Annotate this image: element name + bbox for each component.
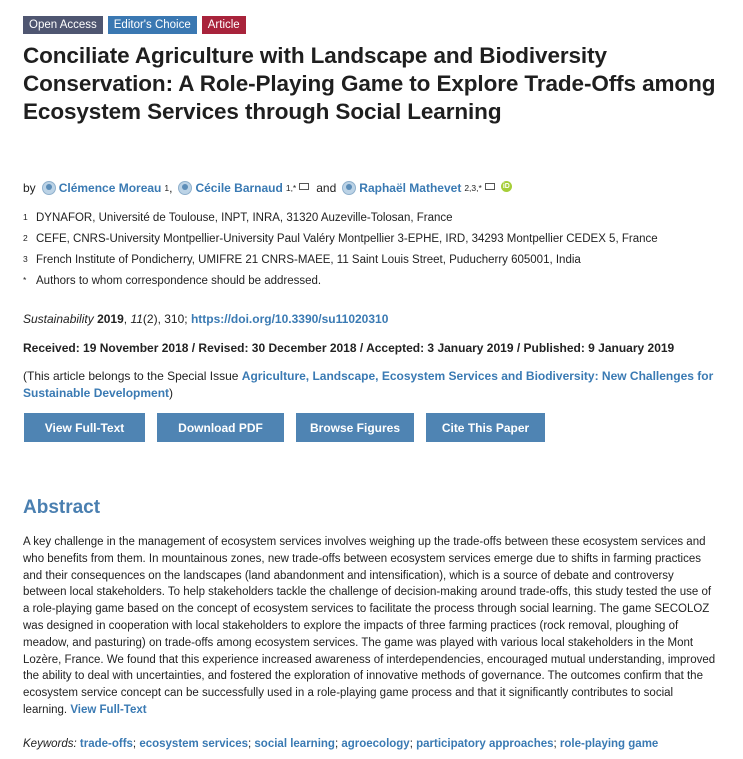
author-link[interactable]: Clémence Moreau [58,181,162,195]
article-title: Conciliate Agriculture with Landscape and Biodiversity Conservation: A Role-Playing Game to Explore Trade-Offs among Ecosystem Services through Social Learning [23,43,716,124]
publication-dates: Received: 19 November 2018 / Revised: 30 December 2018 / Accepted: 3 January 2019 / Published: 9 January 2019 [23,341,675,355]
download-pdf-button[interactable]: Download PDF [157,413,284,442]
browse-figures-button[interactable]: Browse Figures [296,413,414,442]
author-avatar-icon [178,181,192,195]
author-affil-ref: 2,3,* [464,183,482,193]
affiliation-text: French Institute of Pondicherry, UMIFRE 21 CNRS-MAEE, 11 Saint Louis Street, Puducherry 605001, India [36,254,581,266]
abstract-heading: Abstract [23,497,101,518]
affiliation-item [23,212,658,233]
affiliation-text: CEFE, CNRS-University Montpellier-University Paul Valéry Montpellier 3-EPHE, IRD, 34293 Montpellier CEDEX 5, France [36,233,658,245]
open-access-badge[interactable]: Open Access [23,16,103,34]
keyword-link[interactable]: ecosystem services [139,738,249,750]
keyword-link[interactable]: social learning [254,738,335,750]
keyword-link[interactable]: participatory approaches [416,738,554,750]
article-type-badge: Article [202,16,246,34]
view-full-text-link[interactable]: View Full-Text [70,703,147,716]
citation-volume: 11 [130,312,143,326]
action-buttons [24,413,545,442]
affiliation-list [23,212,658,296]
abstract-body: A key challenge in the management of ecosystem services involves weighing up the trade-offs between these ecosystem services and who benefits from them. In mountainous zones, new trade-offs between ecosystem services emerge due to shifts in farming practices and their consequences on the landscapes (land abandonment and intensification), which is a source of debate and controversy between local stakeholders. To help stakeholders tackle the challenge of decision-making around trade-offs, this study tested the use of a role-playing game based on the concept of ecosystem services to facilitate the process through social learning. The game SECOLOZ was designed in cooperation with local stakeholders to explore the impacts of three farming practices (rock removal, ploughing of meadow, and pasturing) on trade-offs among ecosystem services. The game was played with various local stakeholders in the Mont Lozère, France. We found that this experience increased awareness of interdependencies, encouraged mutual understanding, improved the ability to deal with uncertainties, and fostered the exploration of innovative methods of governance. The outcomes confirm that the ecosystem service concept can be successfully used in a role-playing game process and that it significantly contributes to social learning. [23,536,716,716]
affiliation-item [23,254,658,275]
special-issue-prefix: (This article belongs to the Special Issue [23,369,242,383]
keywords-line: Keywords: trade-offs; ecosystem services; social learning; agroecology; participatory approaches; role-playing game [23,738,659,750]
editors-choice-badge[interactable]: Editor's Choice [108,16,197,34]
author-avatar-icon [42,181,56,195]
affiliation-text: DYNAFOR, Université de Toulouse, INPT, INRA, 31320 Auzeville-Tolosan, France [36,212,453,224]
keywords-label: Keywords: [23,738,77,750]
affiliation-number: 1 [23,212,28,222]
abstract-text [23,534,719,719]
citation-issue-page: (2), 310; [142,312,191,326]
special-issue-link[interactable]: Agriculture, Landscape, Ecosystem Services and Biodiversity: New Challenges for Sustainable Development [23,369,714,400]
doi-link[interactable]: https://doi.org/10.3390/su11020310 [190,312,389,326]
email-icon[interactable] [485,183,495,190]
special-issue-note [23,368,723,402]
journal-name: Sustainability [23,312,94,326]
by-label: by [23,181,36,195]
keyword-link[interactable]: role-playing game [559,738,659,750]
citation-year: 2019 [97,312,124,326]
citation-line: Sustainability 2019, 11(2), 310; https://doi.org/10.3390/su11020310 [23,312,389,326]
special-issue-suffix: ) [169,386,174,400]
author-avatar-icon [342,181,356,195]
author-affil-ref: 1,* [285,183,297,193]
author-link[interactable]: Cécile Barnaud [195,181,283,195]
view-full-text-button[interactable]: View Full-Text [24,413,145,442]
affiliation-item [23,275,658,296]
affiliation-number: * [23,275,27,285]
email-icon[interactable] [299,183,309,190]
keyword-link[interactable]: agroecology [341,738,410,750]
author-link[interactable]: Raphaël Mathevet [359,181,462,195]
cite-paper-button[interactable]: Cite This Paper [426,413,545,442]
keyword-link[interactable]: trade-offs [79,738,133,750]
affiliation-text: Authors to whom correspondence should be addressed. [36,275,322,287]
affiliation-number: 2 [23,233,28,243]
author-affil-ref: 1 [164,183,170,193]
author-list: by Clémence Moreau 1 , Cécile Barnaud 1,* and Raphaël Mathevet 2,3,* iD [23,181,510,195]
affiliation-item [23,233,658,254]
orcid-icon[interactable]: iD [502,182,510,190]
affiliation-number: 3 [23,254,28,264]
badge-row [23,16,246,34]
and-label: and [316,181,337,195]
